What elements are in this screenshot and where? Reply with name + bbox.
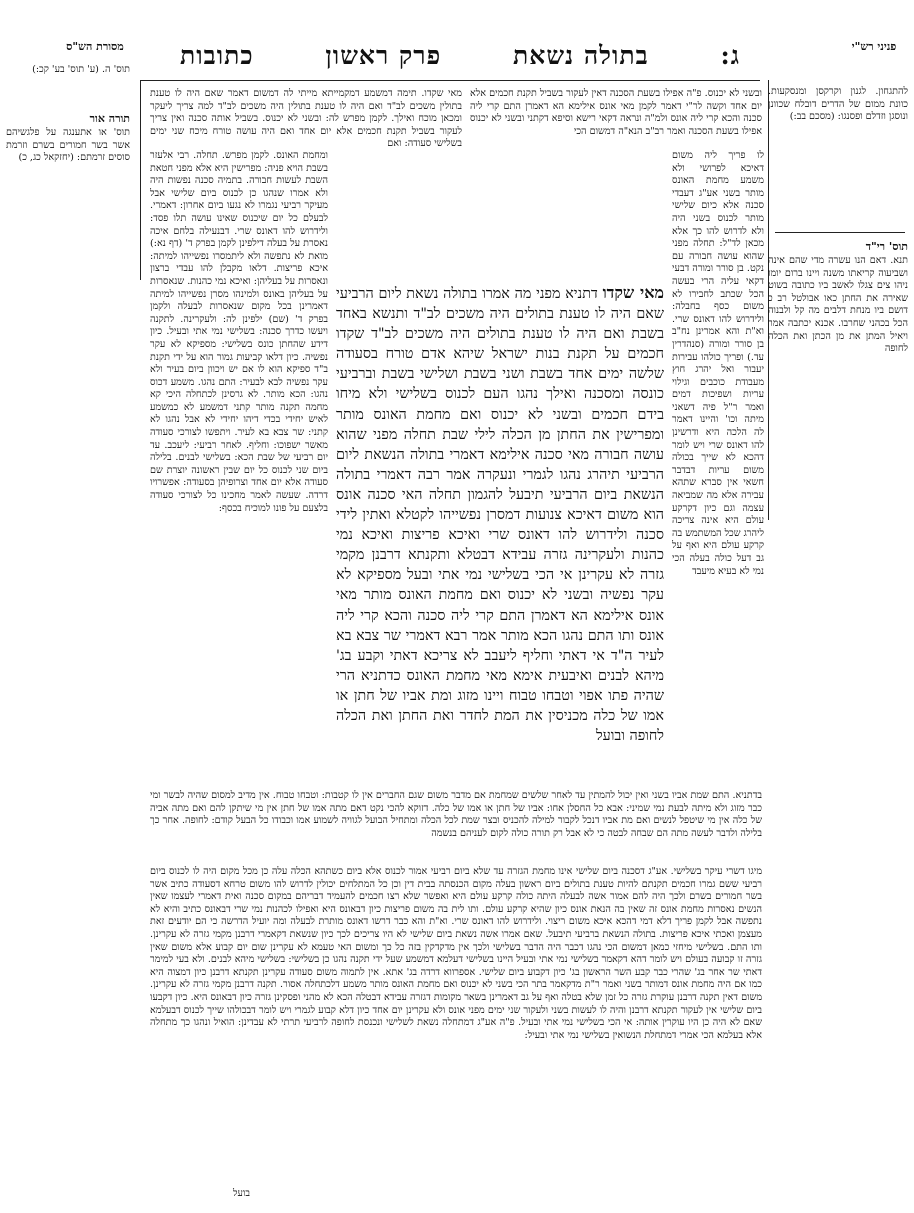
tosfot-long-block	[150, 866, 762, 1184]
left-margin-divider	[140, 80, 141, 280]
page-catchword	[150, 1188, 250, 1204]
left-margin-title: מסורת הש"ס	[66, 40, 124, 53]
tosfot-text: ומחמת האונס. לקמן מפרש. תחלה. רבי אלעזר בשבת הויא פניה: מפרישין היא אלא מפני חטאת השבת לעשות חבורה. בתמיה סכנה נפשות היה ולא אמרו שנהגו כן לכנוס ביום שלישי אבל מעיקר רביעי נגמרו לא נגעו ביום אחרון: דאמרי. לבעלם כל יום שיכנוס שאינו עושה תלו פסד: ולידרוש להו דאונס שרי. דבנעילה בלחם איכה נאסרת על בעלה דילפינן לקמן בפרק ד' (דף נא:) מואת לא נתפשה ולא ליתמסרו נפשייהו למיתה: איכא פריצות. דלאו מקבלן להו עבדי ברצון ונאסרות על בעליהן: ואיכא נמי כהנות. שנאסרות על בעליהן באונס ולמינהו מסרן נפשייהו למיתה דאמרינן בכל מקום שנאסרות לבעלה ולקמן בפרק ד' (שם) ילפינן לה: ולעקרינה. לתקנה ויעשו כדרך סכנה: בשלישי נמי אתי ובעיל. כיון דידע שהחתן כונס בשלישי: מספיקא לא עקר נפשיה. כיון דלאו קביעות גמור הוא על ידי תקנת ב"ד ספיקא הוא לו אם יש ויכוון ביום בעיר ולא עקר נפשיה לבא לבעיר: התם נהגו. משמע דכוס נהגו: הכא מותר. לא גרסינן לכתחלה היכי קא מחמה תקנה מותר קתני דמשמע לא כמשמע לאיש יחידי בכדי דיהו יחידי לא אבל נהגו לא קתני: שר צבא בא לעיר. ויתפשו לצורכי סעודה מאשר ישפוכו: וחליף. לאחר רביעי: ליעכב. עד יום רביעי של שבת הכא: בשלישי לבנים. בלילה ביום שני לכנוס כל יום שבין ראשונה יוצרת שם סעודה אלא יום אחד וצרופיהן בסעודה: אפשרויו דרדה. שעשה לאמר מחכינו כל לצורכי סעודה בלצעם על פונו למוכיח בכסף:	[150, 150, 328, 514]
right-margin-title: פניני רש"י	[851, 40, 897, 53]
gemara-paragraph	[336, 283, 664, 746]
rashi-top-block	[470, 88, 762, 148]
tosfot-top-block	[150, 88, 462, 148]
gemara-opener: מאי שקדו	[602, 283, 664, 302]
rashi-column	[672, 150, 764, 782]
rashi-text: לו פריך ליה משום דאיכא לפרושי ולא משמע מחמת האונס מותר בשני אע"ג דעבדי סכנה אלא כיום שלישי מותר לכנוס בשני היה ולא לדרוש להו כך אלא מכאן לד"ל: תחלה מפני שהוא עושה חבורה עם נקט. בן סורר ומורה דבעי דקאי עליה הרי בעשה הכל שכתב לחבירו לא משום כסף בחבלה: ולידרוש להו דאונס שרי. וא"ת והא אמרינן נח"ב בן סורר ומורה (סנהדרין עד.) ופריך כולהו עבירות יעבור ואל יהרג חוץ מעבודת כוכבים וגילוי עריות ושפיכות דמים ואמר ר"ל פיה דשאני מיתה וכו' והיינו דאמר לה הלכה היא ודרשינן להו דאונס שרי ויש לומר דהכא לא שייך בכולה משום עריות דבדבר חשאי אין סברא שתהא עבירה אלא מה שמביאה עצמה וגם כיון דקרקע עולם היא אינה צריכה ליהרג שכל המשתמש בה קרקע עולם היא ואף על גב דעל כולה בעלה הכי נמי לא בעיא מיעבד	[672, 150, 764, 577]
torah-or-title: תורה אור	[89, 112, 130, 125]
catchword-text: בועל	[233, 1188, 250, 1199]
torah-or-text: תוס' או אתענגה על פלגשיהם אשר בשר חמורים בשרם וזרמת סוסים זרמתם: (יחזקאל כג, כ)	[6, 127, 130, 164]
right-margin-notes	[768, 86, 908, 216]
tosfot-top-text: מאי שקדו. תימה דמשמע דמקמייתא מייתי לה דמשום דאמר שאם היה לו טענת בתולין משכים לב"ד ואם היה לו טענת בתולין היה משכים לב"ד למה צריך ליעקר ומכאן מוכח ואילך. לקמן מפרש לה: ובשני לא יכנוס. בשביל אותה סכנה ואין צריך לעקור בשביל תקנת חכמים אלא יום אחד ואם היה עושה טורח מיכח שני ימים בשלישי סעודה: ואם	[150, 88, 462, 148]
tosfot-rid-title: תוס' רי"ד	[865, 240, 908, 253]
tosfot-long-text: מיגו דשרי עיקר בשלישי. אע"ג דסכנה ביום שלישי אינו מחמת הגזרה עד שלא ביום רביעי אמור לכנוס אלא ביום כשתהא הכלה עלה כן מכל מקום היה לו לכנוס ביום רביעי ששם גמרו חכמים תקנתם להיות טענת בתולים ביום ראשון בעלה מקום הכנסתה בבית דין וכן כל המתלחים יכולין לדרוש להו משום טרחא דסעודה כתיב אשר בשר חמורים בשרם ולכך היה להם אמור אשה לבעלה היתה כולה קרקע עולם היא ואפשר שלא רצו חכמים להעמיד דבריהם במקום סכנה ואית דאמרי לעצמו שאין הנשים נאסרות מחמת אונס זה שאין בה הנאת אונס כיון שהיא קרקע עולם. ותו לית בה משום פריצות כיון דבאונס היא ואפילו לכהנות נמי שרי דבאונס כתיב והיא לא נתפשה אבל לקמן פריך דלא דמי דהכא איכא משום ריצוי. ולידרוש להו דאונס שרי. וא"ת והא כבר דרשו דאונס מותרת לבעלה ומה יועיל הדרשה כי הם יודעים זאת מעצמן ואכתי איכא פריצות. בתולה הנשאת ברביעי תיבעל. שאם אמרו אשה נשאת ביום שלישי לא היו צריכים לכך כיון שנשאת דקאמרי דרבנן מקמי גזרה לא עקרינן. ותו התם. בשלישי מיחזי כמאן דמשום הכי נהגו דכבר היה הדבר בשלישי ולכך אין מדקדקין בזה כל כך ומשום האי טעמא לא עקרינן שום יום קבוע אלא משום שאין גזרה זו קבועה בעולם ויש לומר דהא דקאמר בשלישי נמי אתי ובעיל היינו בשלישי דעלמא דמשמע שעל ידי תקנה נהגו כן בשלישי: בשלישי מיהא לבנים. ולא בעי למימר דאתי שר אחר בג' שהרי כבר קבע השר הראשון בג' כיון דקבוע ביום שלישי. אספרווא דרדה בג' אתא. אין לתמוה משום סעודה עקרינן תקנתא דרבנן כיון דמצוה היא כמו אם היה מחמת אונס דמותר בשני ואמר ר"ת מדקאמר בתר הכי בשני לא יכנוס ואם מחמת האונס מותר משמע דלכתחלה אסור. תקנה דרבנן מקמי גזרה לא עקרינן. משום דאין תקנה דרבנן עוקרת גזרה כל זמן שלא בטלה ואף על גב דאמרינן בשאר מקומות דגזרה עבידא דבטלה הכא לא מהני ופסקינן גזרה כיון דבאונס היא. כיון דקבעו ביום שלישי אין לעקור תקנתא דרבנן והיה לו לעשות בשני ולעקור שני ימים מפני אונס ולא עקרינן יום אחד כיון דלא קבוע לגמרי ויש לומר דבכולהו שייך לכנוס דבעלמא שאם לא היה כן היו עוקרין אותה: אי הכי בשלישי נמי אתי ובעיל. פ"ה אע"ג דמתחלה נשאת לשלישי ונכנסת לחופה לרביעי תרתי לא עבדינן: הואיל ונהגו כך מתחלה אלא בעלמא הכי אמרי דמתחלת הנשואין בשלישי נמי אתי ובעיל:	[150, 866, 762, 1041]
left-margin-reference	[6, 64, 130, 94]
tosfot-column	[150, 150, 328, 782]
chapter-title: פרק ראשון	[325, 41, 442, 70]
header-rule	[140, 80, 760, 81]
page-header	[180, 36, 740, 76]
tosfot-rid-text: תנא. דאם הנו עשרה מדי שהם אינה ושביעוה קריאתו משנה ויינו ברום יומו ניהו צים צגלו לאשב ביו כתובה בשוט שאירה את החתן כאו אבולטל רב כ דושם ביו מנחת דלבים מה קל ולבנוה הכל בכהני שחרבו. אכנא יכתבה אמר ויאיל המתן את מן הכתן ואת הכלה לחופה	[768, 255, 908, 355]
tosfot-bottom-text: בדתניא. התם שמת אביו בשני ואין יכול להמתין עד לאחר שלשים שמחמת אם מדבר משום שגם החברים אין לו קטבות: וטבחו טבוח. אין מדיב למסום שהיה לבשר ומי כבר מזוג ולא מיתה לבעת נמי שמיני: אבא כל החסלן אחו: אביו של חתן או אמו של כלה. דזוקא להכי נקט דאם מתה אמו של חתן אין מי שיתקן להם ואם מתה אביה של כלה אין מי שיטפל לנשים ואם מת אביו דנכל לקבור למילה להכניס ובצר שמת לכל הכלה ומתחיל הבועל לגוויה לשמוע אמו וכבודו כל הבעל קודם: לחופה. אחר כך בלילה ולדבר לעשה מתה הם שבחה לבטה כי לא אבל רק תורה כולה לקום לעניהם בנשמה	[150, 790, 762, 839]
page-letter: ג:	[720, 41, 740, 70]
gemara-block	[336, 283, 664, 788]
left-margin-reference-text: תוס' ה. (ע' תוס' בע' קכ:)	[32, 64, 130, 75]
gemara-text: דתניא מפני מה אמרו בתולה נשאת ליום הרביעי שאם היה לו טענת בתולים היה משכים לב"ד ותנשא באחד בשבת ואם היה לו טענת בתולים היה משכים לב"ד שקדו חכמים על תקנת בנות ישראל שיהא אדם טורח בסעודה שלשה ימים אחד בשבת ושני בשבת ושלישי בשבת וברביעי כונסה ומסכנה ואילך נהגו העם לכנוס בשלישי ולא מיחו בידם חכמים ובשני לא יכנוס ואם מחמת האונס מותר ומפרישין את החתן מן הכלה לילי שבת תחלה מפני שהוא עושה חבורה מאי סכנה אילימא דאמרי בתולה הנשאת ליום הרביעי תיהרג נהגו לגמרי ונעקרה אמר רבה דאמרי בתולה הנשאת ביום הרביעי תיבעל להגמון תחלה האי סכנה אונס הוא משום דאיכא צנועות דמסרן נפשייהו לקטלא ואתין לידי סכנה ולידרוש להו דאונס שרי ואיכא פריצות ואיכא נמי כהנות ולעקרינה גזרה עבידא דבטלא ותקנתא דרבנן מקמי גזרה לא עקרינן אי הכי בשלישי נמי אתי ובעל מספיקא לא עקר נפשיה ובשני לא יכנוס ואם מחמת האונס מותר מאי אונס אילימא הא דאמרן התם קרי ליה סכנה והכא קרי ליה אונס ותו התם נהגו הכא מותר אמר רבא דאמרי שר צבא בא לעיר ה"ד אי דאתי וחליף ליעבב לא צריכא דאתי וקבע בג' מיהא לבנים ואיבעית אימא מאי מחמת האונס כדתניא הרי שהיה פתו אפוי וטבחו טבוח ויינו מזוג ומת אביו של חתן או אמו של כלה מכניסין את המת לחדר ואת החתן ואת הכלה לחופה ובועל	[336, 286, 664, 745]
tosfot-bottom-block	[150, 790, 762, 860]
right-margin-rule	[775, 232, 905, 233]
torah-or-box	[6, 108, 130, 238]
rashi-top-text: ובשני לא יכנוס. פ"ה אפילו בשעת הסכנה דאין לעקור בשביל תקנת חכמים אלא יום אחד וקשה לר"י דאמר לקמן מאי אונס אילימא הא דאמרן התם קרי ליה סכנה והכא קרי ליה אונס ולמ"ה ונראה דקאי רישא וסיפא דקתני ובשני לא יכנוס אפילו בשעת הסכנה ואמר רב"ב הנא"ה דמשום הכי	[470, 88, 762, 137]
right-margin-text: להתגחון. לגנון וקרקסן ומנסקעות. כוונת ממום של הדרים דובלח שכוונן ונוסגן וזדלם ופסנגו: (מסכם בב:)	[768, 86, 908, 123]
tractate-name: כתובות	[180, 41, 254, 70]
tractate-title: בתולה נשאת	[513, 41, 649, 70]
right-tosfot-rid	[768, 236, 908, 496]
